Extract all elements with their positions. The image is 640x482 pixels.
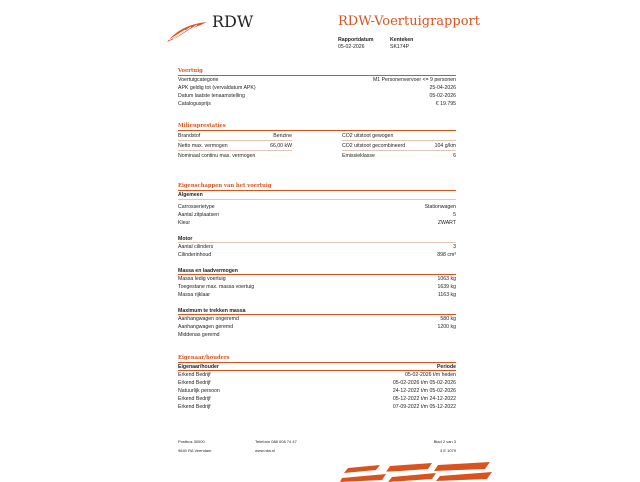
row-label: CO2 uitstoot gecombineerd — [342, 142, 406, 149]
divider — [178, 362, 456, 363]
row-value: 05-02-2026 t/m heden — [404, 372, 456, 378]
table-row — [178, 291, 456, 299]
subheading-massa: Massa en laadvermogen — [178, 268, 238, 274]
table-row — [178, 76, 456, 84]
report-date-label: Rapportdatum — [338, 37, 374, 43]
row-value: 1063 kg — [437, 276, 456, 282]
row-label: Aantal zitplaatsen — [178, 212, 219, 218]
row-label: Erkend Bedrijf — [178, 396, 211, 402]
table-row — [178, 131, 292, 141]
table-row — [178, 100, 456, 108]
row-value: 1639 kg — [437, 284, 456, 290]
row-label: Aanhangwagen geremd — [178, 324, 234, 330]
table-row — [178, 331, 456, 339]
row-label: Datum laatste tenaamstelling — [178, 93, 245, 99]
row-label: APK geldig tot (vervaldatum APK) — [178, 85, 256, 91]
row-label: Massa rijklaar — [178, 292, 210, 298]
row-value: Benzine — [273, 132, 292, 139]
row-label: Erkend Bedrijf — [178, 404, 211, 410]
voertuig-table — [178, 76, 456, 108]
row-value: 6 — [453, 152, 456, 159]
row-label: Brandstof — [178, 132, 201, 139]
table-row — [178, 275, 456, 283]
divider — [178, 199, 456, 200]
rdw-stripes-icon — [340, 462, 495, 482]
owner-table — [178, 371, 456, 411]
subheading-algemeen: Algemeen — [178, 192, 203, 198]
table-row — [178, 92, 456, 100]
row-label: Emissieklasse — [342, 152, 375, 159]
row-value: 898 cm³ — [437, 252, 456, 258]
brand-name: RDW — [212, 12, 254, 31]
row-label: Carrosserietype — [178, 204, 215, 210]
row-value: 5 — [453, 212, 456, 218]
section-heading-eigenaar: Eigenaar/houders — [178, 355, 230, 361]
row-value: 580 kg — [440, 316, 456, 322]
row-label: Nominaal continu max. vermogen — [178, 152, 256, 159]
table-row — [178, 395, 456, 403]
row-label: Aanhangwagen ongeremd — [178, 316, 239, 322]
row-value: 24-12-2022 t/m 05-02-2026 — [392, 388, 456, 394]
row-label: Toegestane max. massa voertuig — [178, 284, 255, 290]
subheading-trekken: Maximum te trekken massa — [178, 308, 246, 314]
table-row — [178, 403, 456, 411]
row-value: 05-02-2026 — [429, 93, 456, 99]
report-date-value: 05-02-2026 — [338, 44, 365, 50]
trekken-table — [178, 315, 456, 339]
table-row — [178, 219, 456, 227]
table-row — [178, 203, 456, 211]
table-row — [178, 141, 292, 151]
table-row — [342, 151, 456, 160]
row-label: Aantal cilinders — [178, 244, 214, 250]
table-row — [178, 379, 456, 387]
table-row — [178, 387, 456, 395]
table-row — [178, 283, 456, 291]
row-value: 3 — [453, 244, 456, 250]
subheading-motor: Motor — [178, 236, 193, 242]
row-label: Natuurlijk persoon — [178, 388, 220, 394]
footer-city: 9640 RA Veendam — [178, 448, 212, 453]
footer-page: Blad 2 van 3 — [433, 439, 456, 444]
row-value: 05-12-2022 t/m 24-12-2022 — [392, 396, 456, 402]
row-label: Erkend Bedrijf — [178, 372, 211, 378]
plate-value: SK174P — [390, 44, 410, 50]
milieu-left-table — [178, 131, 292, 160]
table-row — [342, 131, 456, 141]
divider — [178, 190, 456, 191]
row-label: Kleur — [178, 220, 191, 226]
massa-table — [178, 275, 456, 299]
footer-postbus: Postbus 30000 — [178, 439, 205, 444]
table-row — [178, 84, 456, 92]
row-value: 1163 kg — [437, 292, 456, 298]
row-value: € 19.795 — [435, 101, 456, 107]
row-value: ZWART — [437, 220, 456, 226]
milieu-right-table — [342, 131, 456, 160]
table-row — [178, 371, 456, 379]
row-value: M1 Personenvervoer <= 9 personen — [372, 77, 456, 83]
motor-table — [178, 243, 456, 259]
column-header-period: Periode — [436, 364, 456, 370]
table-row — [178, 323, 456, 331]
footer-code: 3 E 1079 — [439, 448, 456, 453]
table-row — [178, 315, 456, 323]
row-value: 1200 kg — [437, 324, 456, 330]
table-row — [178, 151, 292, 160]
section-heading-voertuig: Voertuig — [178, 68, 203, 74]
plate-label: Kenteken — [390, 37, 414, 43]
row-label: Middenas geremd — [178, 332, 220, 338]
row-label: Netto max. vermogen — [178, 142, 228, 149]
table-row — [342, 141, 456, 151]
rdw-logo-icon — [165, 18, 209, 44]
row-value: 104 g/km — [434, 142, 456, 149]
section-heading-eigenschappen: Eigenschappen van het voertuig — [178, 183, 272, 189]
table-row — [178, 211, 456, 219]
row-label: Massa ledig voertuig — [178, 276, 226, 282]
row-value: 25-04-2026 — [429, 85, 456, 91]
section-heading-milieu: Milieuprestaties — [178, 123, 226, 129]
row-label: CO2 uitstoot gewogen — [342, 132, 394, 139]
row-value: 05-02-2026 t/m 05-02-2026 — [392, 380, 456, 386]
footer-web: www.rdw.nl — [255, 448, 276, 453]
report-title: RDW-Voertuigrapport — [338, 14, 480, 29]
row-label: Catalogusprijs — [178, 101, 211, 107]
column-header-owner: Eigenaar/houder — [178, 364, 219, 370]
algemeen-table — [178, 203, 456, 227]
row-value: 66,00 kW — [270, 142, 292, 149]
table-row — [178, 243, 456, 251]
row-value: 07-09-2022 t/m 05-12-2022 — [392, 404, 456, 410]
row-label: Cilinderinhoud — [178, 252, 212, 258]
table-row — [178, 251, 456, 259]
row-value: Stationwagen — [424, 204, 456, 210]
footer-phone: Telefoon 088 008 74 47 — [255, 439, 297, 444]
row-label: Erkend Bedrijf — [178, 380, 211, 386]
row-label: Voertuigcategorie — [178, 77, 219, 83]
